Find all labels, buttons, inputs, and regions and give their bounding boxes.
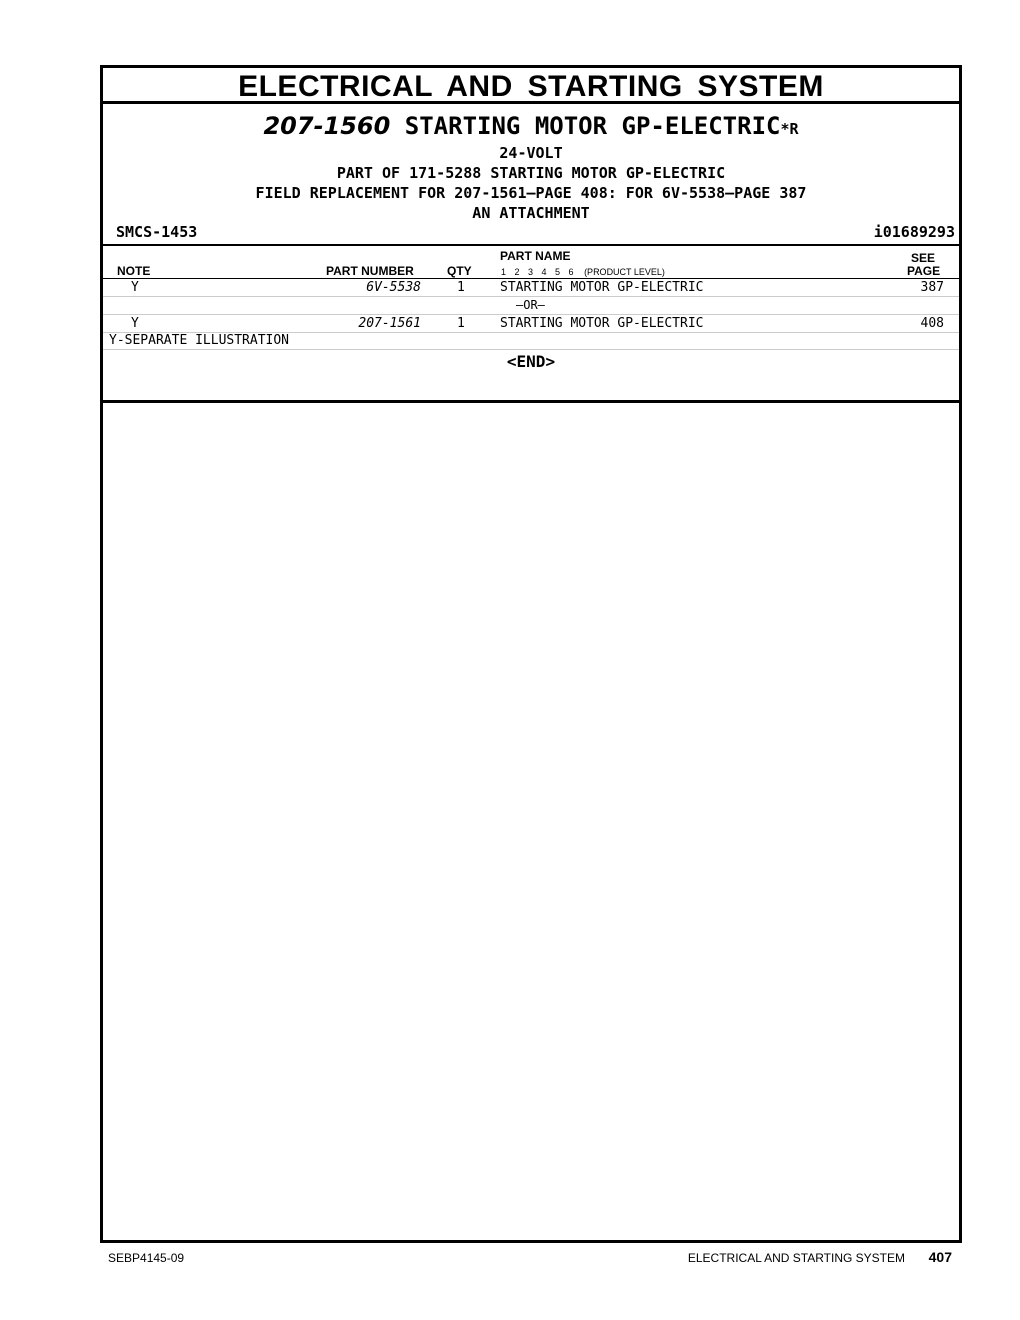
group-part-number: 207-1560 — [263, 112, 391, 140]
row-qty: 1 — [457, 280, 465, 295]
column-header-see: SEE — [911, 251, 936, 265]
group-line-field-replacement: FIELD REPLACEMENT FOR 207-1561—PAGE 408: FOR 6V-5538—PAGE 387 — [255, 184, 807, 202]
product-level-label: (PRODUCT LEVEL) — [584, 267, 665, 277]
table-row-separator — [103, 297, 959, 315]
row-part-name: STARTING MOTOR GP-ELECTRIC — [500, 316, 704, 331]
column-header-qty: QTY — [447, 264, 472, 278]
group-line-voltage: 24-VOLT — [499, 144, 563, 162]
column-header-note: NOTE — [117, 264, 151, 278]
row-note: Y — [131, 280, 139, 295]
footnote: Y-SEPARATE ILLUSTRATION — [109, 333, 290, 348]
table-row — [103, 279, 959, 297]
footer-section: ELECTRICAL AND STARTING SYSTEM — [687, 1251, 905, 1265]
group-line-attachment: AN ATTACHMENT — [472, 204, 590, 222]
column-header-part-number: PART NUMBER — [326, 264, 414, 278]
section-title: ELECTRICAL AND STARTING SYSTEM — [103, 68, 959, 104]
product-levels — [501, 267, 665, 277]
group-name: STARTING MOTOR GP-ELECTRIC — [404, 112, 781, 140]
product-level-numbers: 1 2 3 4 5 6 — [501, 267, 574, 277]
group-suffix: *R — [780, 120, 799, 138]
or-separator: —OR— — [516, 298, 545, 312]
smcs-code: SMCS-1453 — [116, 223, 198, 241]
row-note: Y — [131, 316, 139, 331]
footnote-divider — [103, 349, 959, 350]
group-title — [103, 112, 959, 143]
group-line-part-of: PART OF 171-5288 STARTING MOTOR GP-ELECTRIC — [336, 164, 726, 182]
row-qty: 1 — [457, 316, 465, 331]
group-header — [103, 104, 959, 223]
row-see-page: 408 — [920, 316, 944, 331]
footer-page-number: 407 — [928, 1249, 952, 1265]
row-part-number: 207-1561 — [358, 316, 421, 331]
table-row — [103, 315, 959, 333]
row-part-name: STARTING MOTOR GP-ELECTRIC — [500, 280, 704, 295]
header-divider — [103, 244, 959, 246]
section-end-rule — [103, 400, 959, 403]
catalog-page-frame — [100, 65, 962, 1243]
illustration-id: i01689293 — [873, 223, 955, 241]
column-header-part-name: PART NAME — [500, 249, 571, 263]
column-header-page: PAGE — [907, 264, 941, 278]
row-see-page: 387 — [920, 280, 944, 295]
end-marker: <END> — [506, 352, 556, 371]
footer-doc-id: SEBP4145-09 — [108, 1251, 185, 1265]
row-part-number: 6V-5538 — [366, 280, 421, 295]
